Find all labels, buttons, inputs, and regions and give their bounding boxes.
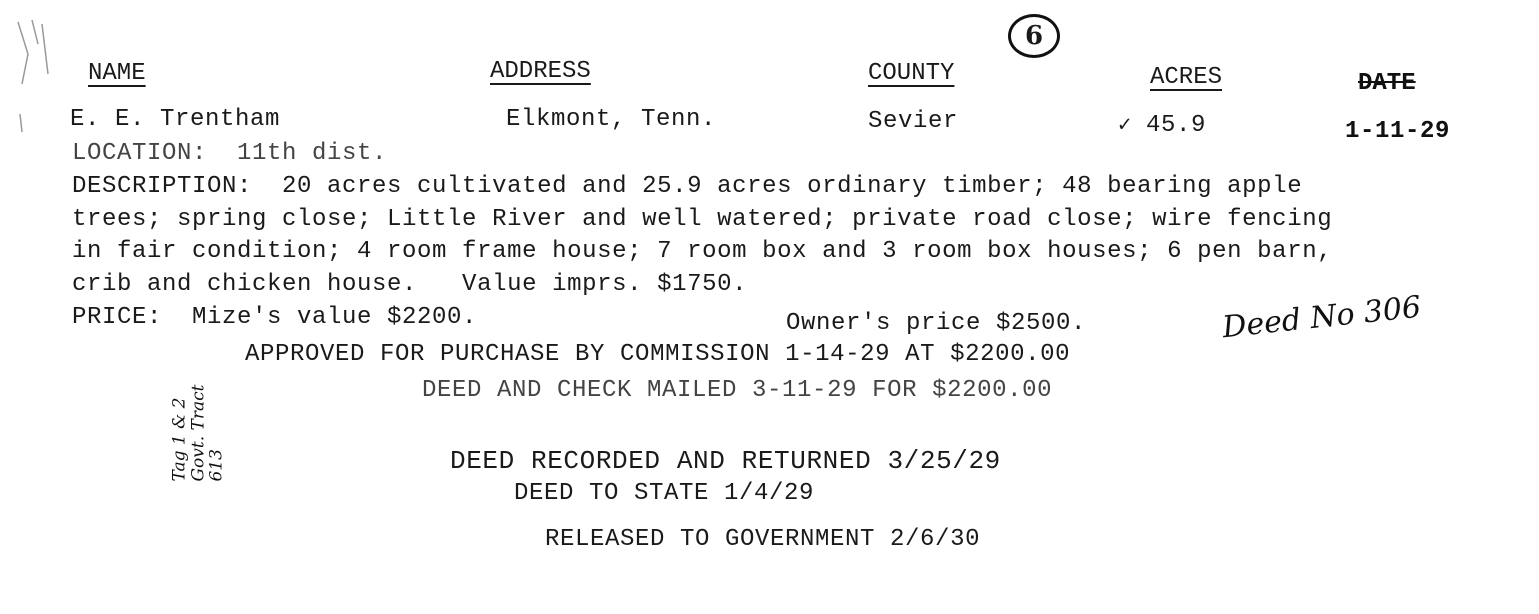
- header-acres: ACRES: [1150, 64, 1223, 91]
- price-line: PRICE: Mize's value $2200.: [72, 304, 478, 331]
- deed-mailed-line: DEED AND CHECK MAILED 3-11-29 FOR $2200.00: [422, 377, 1053, 404]
- record-county: Sevier: [868, 108, 959, 135]
- side-note-line-1: Tag 1 & 2: [169, 397, 190, 482]
- description-line-4: crib and chicken house. Value imprs. $1750.: [72, 271, 748, 298]
- handwritten-deed-number: Deed No 306: [1220, 289, 1423, 346]
- description-line-1: DESCRIPTION: 20 acres cultivated and 25.9 acres ordinary timber; 48 bearing apple: [72, 173, 1303, 200]
- checkmark-icon: ✓: [1118, 113, 1132, 138]
- deed-recorded-line: DEED RECORDED AND RETURNED 3/25/29: [450, 446, 1001, 476]
- deed-to-state-line: DEED TO STATE 1/4/29: [514, 480, 815, 507]
- header-date: DATE: [1358, 70, 1416, 97]
- description-line-2: trees; spring close; Little River and well watered; private road close; wire fencing: [72, 206, 1333, 233]
- description-line-3: in fair condition; 4 room frame house; 7 room box and 3 room box houses; 6 pen barn,: [72, 238, 1333, 265]
- side-note-line-2: Govt. Tract: [188, 384, 209, 482]
- circled-page-number: 6: [1008, 14, 1060, 58]
- side-note-line-3: 613: [206, 449, 227, 482]
- header-name: NAME: [88, 60, 146, 87]
- record-address: Elkmont, Tenn.: [506, 106, 717, 133]
- margin-scribble: [8, 14, 58, 134]
- released-line: RELEASED TO GOVERNMENT 2/6/30: [545, 526, 981, 553]
- handwritten-side-note: [169, 355, 260, 482]
- location-line: LOCATION: 11th dist.: [72, 140, 388, 167]
- record-date: 1-11-29: [1345, 118, 1451, 145]
- record-name: E. E. Trentham: [70, 106, 281, 133]
- header-address: ADDRESS: [490, 58, 591, 85]
- record-acres: 45.9: [1146, 112, 1207, 139]
- header-county: COUNTY: [868, 60, 955, 87]
- owner-price: Owner's price $2500.: [786, 310, 1087, 337]
- approved-line: APPROVED FOR PURCHASE BY COMMISSION 1-14-29 AT $2200.00: [245, 341, 1071, 368]
